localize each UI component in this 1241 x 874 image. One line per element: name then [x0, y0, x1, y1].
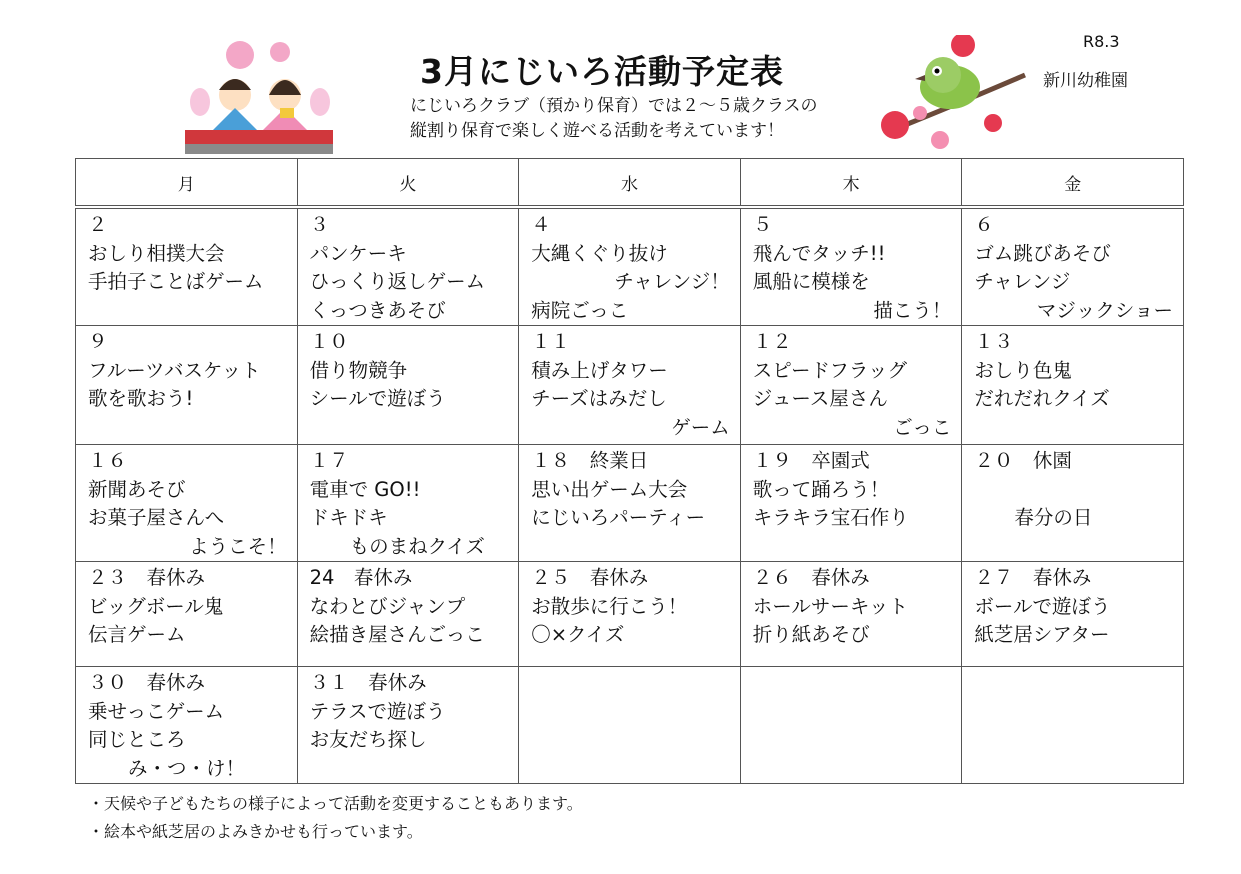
day-cell — [740, 445, 962, 562]
activity-line: 積み上げタワー — [531, 358, 668, 382]
day-date: ９ — [88, 330, 108, 353]
day-cell — [519, 667, 741, 784]
note: ・絵本や紙芝居のよみきかせも行っています。 — [88, 822, 423, 841]
subtitle-line: 縦割り保育で楽しく遊べる活動を考えています！ — [410, 121, 784, 141]
day-date: １２ — [752, 330, 792, 353]
activity-line: チャレンジ！ — [614, 270, 730, 293]
bird-plum-illustration — [875, 35, 1035, 155]
day-cell — [740, 326, 962, 445]
activity-line: ゴム跳びあそび — [974, 241, 1111, 265]
day-cell — [76, 326, 298, 445]
activity-line: テラスで遊ぼう — [309, 699, 446, 723]
day-cell — [962, 207, 1184, 326]
week-row — [76, 445, 1184, 562]
day-cell — [76, 562, 298, 667]
activity-line: パンケーキ — [309, 241, 407, 265]
day-cell — [76, 207, 298, 326]
day-cell — [740, 207, 962, 326]
notes — [88, 790, 583, 846]
activity-line: だれだれクイズ — [974, 387, 1110, 410]
activity-line: なわとびジャンプ — [309, 594, 466, 618]
day-date: １１ — [531, 330, 571, 353]
activity-line: ボールで遊ぼう — [974, 594, 1111, 618]
day-cell — [962, 326, 1184, 445]
reference-code: R8.3 — [1083, 32, 1120, 51]
activity-line: 大縄くぐり抜け — [531, 241, 668, 265]
activity-line: 新聞あそび — [88, 477, 186, 501]
day-date: １３ — [974, 330, 1014, 353]
activity-line: 借り物競争 — [309, 358, 408, 382]
day-cell — [297, 207, 519, 326]
day-cell — [297, 667, 519, 784]
activity-line: ようこそ！ — [189, 534, 287, 558]
day-cell — [519, 207, 741, 326]
activity-line: 電車で GO!! — [309, 477, 421, 501]
activity-line: 歌って踊ろう！ — [752, 477, 890, 501]
day-date: ３１ 春休み — [309, 671, 427, 694]
day-cell — [519, 445, 741, 562]
schedule-table — [75, 158, 1184, 784]
activity-line: おしり相撲大会 — [88, 241, 225, 265]
note: ・天候や子どもたちの様子によって活動を変更することもあります。 — [88, 794, 583, 813]
school-name: 新川幼稚園 — [1043, 71, 1128, 91]
day-cell — [297, 326, 519, 445]
activity-line: 思い出ゲーム大会 — [531, 477, 688, 501]
day-date: ２６ 春休み — [752, 566, 870, 589]
day-cell — [962, 667, 1184, 784]
activity-line: ゲーム — [671, 415, 730, 439]
day-date: ３ — [309, 213, 330, 236]
hina-dolls-illustration — [185, 30, 335, 158]
activity-line: キラキラ宝石作り — [752, 506, 909, 529]
activity-line: 病院ごっこ — [531, 298, 629, 322]
activity-line: お友だち探し — [309, 728, 427, 751]
day-date: ５ — [752, 213, 773, 236]
activity-line: ものまねクイズ — [349, 534, 485, 558]
day-date: ２ — [88, 213, 108, 236]
activity-line: ごっこ — [893, 415, 952, 439]
day-date: １８ 終業日 — [531, 449, 649, 472]
activity-line: スピードフラッグ — [752, 358, 908, 382]
day-cell — [297, 562, 519, 667]
activity-line: 手拍子ことばゲーム — [88, 270, 264, 293]
activity-line: おしり色鬼 — [974, 358, 1072, 382]
activity-line — [974, 476, 1173, 505]
activity-line: み・つ・け！ — [128, 756, 246, 780]
activity-line: 折り紙あそび — [752, 623, 870, 646]
day-date: ２０ 休園 — [974, 449, 1072, 472]
activity-line: チーズはみだし — [531, 387, 667, 410]
activity-line: 春分の日 — [1014, 506, 1093, 529]
activity-line: お菓子屋さんへ — [88, 506, 225, 529]
activity-line: シールで遊ぼう — [309, 387, 446, 410]
day-date: １０ — [309, 330, 349, 353]
day-date: ６ — [974, 213, 994, 236]
day-date: ３０ 春休み — [88, 671, 206, 694]
weekday-header: 火 — [297, 159, 519, 208]
activity-line: 飛んでタッチ!! — [752, 241, 886, 265]
weekday-header: 金 — [962, 159, 1184, 208]
day-cell — [962, 445, 1184, 562]
week-row — [76, 207, 1184, 326]
day-cell — [740, 562, 962, 667]
weekday-header: 水 — [519, 159, 741, 208]
day-date: ４ — [531, 213, 551, 236]
activity-line: ホールサーキット — [752, 594, 909, 618]
activity-line: くっつきあそび — [309, 298, 446, 322]
activity-line: 乗せっこゲーム — [88, 699, 225, 723]
day-cell — [76, 667, 298, 784]
activity-line: 同じところ — [88, 728, 186, 751]
day-cell — [519, 326, 741, 445]
activity-line: 〇×クイズ — [531, 623, 625, 646]
day-date: １９ 卒園式 — [752, 449, 870, 472]
activity-line: 風船に模様を — [752, 270, 870, 293]
subtitle-line: にじいろクラブ（預かり保育）では２～５歳クラスの — [410, 96, 818, 116]
activity-line: にじいろパーティー — [531, 506, 706, 529]
weekday-header: 木 — [740, 159, 962, 208]
activity-line: ひっくり返しゲーム — [309, 270, 486, 293]
activity-line: 紙芝居シアター — [974, 623, 1110, 646]
week-row — [76, 562, 1184, 667]
activity-line: お散歩に行こう！ — [531, 594, 688, 618]
activity-line: ビッグボール鬼 — [88, 594, 224, 618]
day-cell — [519, 562, 741, 667]
day-cell — [962, 562, 1184, 667]
activity-line: 描こう！ — [873, 298, 952, 322]
week-row — [76, 667, 1184, 784]
day-date: １６ — [88, 449, 128, 472]
weekday-header: 月 — [76, 159, 298, 208]
activity-line: 伝言ゲーム — [88, 623, 186, 646]
day-date: ２７ 春休み — [974, 566, 1092, 589]
day-date: 24 春休み — [309, 566, 413, 589]
activity-line: マジックショー — [1036, 298, 1173, 322]
subtitle — [410, 94, 818, 144]
activity-line: ジュース屋さん — [752, 387, 888, 410]
page-title: 3月にじいろ活動予定表 — [420, 52, 784, 91]
day-cell — [297, 445, 519, 562]
activity-line: チャレンジ — [974, 270, 1071, 293]
activity-line: ドキドキ — [309, 506, 388, 529]
day-date: ２５ 春休み — [531, 566, 649, 589]
week-row — [76, 326, 1184, 445]
day-date: １７ — [309, 449, 349, 472]
activity-line: フルーツバスケット — [88, 358, 261, 382]
activity-line: 歌を歌おう! — [88, 387, 194, 410]
activity-line: 絵描き屋さんごっこ — [309, 623, 485, 646]
day-cell — [76, 445, 298, 562]
weekday-header-row — [76, 159, 1184, 208]
day-cell — [740, 667, 962, 784]
day-date: ２３ 春休み — [88, 566, 206, 589]
